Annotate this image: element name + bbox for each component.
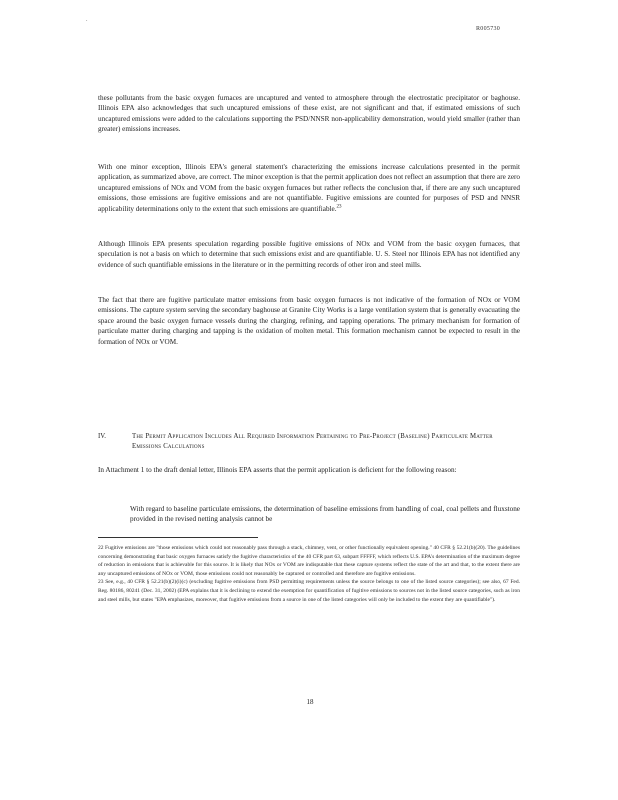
paragraph-1-text: these pollutants from the basic oxygen furnaces are uncaptured and vented to atmosphere through the electrostatic precipitator or baghouse. Illinois EPA also acknowledges that such uncaptured emissions of these exist, are not significant and that, if estimated emissions of such uncaptured emissions were added to the calculations supporting the PSD/NNSR non-applicability demonstration, would yield smaller (rather than greater) emissions increases. [98, 94, 520, 134]
paragraph-3-text: Although Illinois EPA presents speculation regarding possible fugitive emissions of NOx and VOM from the basic oxygen furnaces, that speculation is not a basis on which to determine that such emissions exist and are quantifiable. U. S. Steel nor Illinois EPA has not identified any evidence of such quantifiable emissions in the literature or in the permitting records of other iron and steel mills. [98, 240, 520, 269]
footnote-22: 22 Fugitive emissions are "those emissions which could not reasonably pass through a stack, chimney, vent, or other functionally equivalent opening." 40 CFR § 52.21(b)(20). The guidelines concerning demonstrating that basic oxygen furnaces satisfy the fugitive characteristics of the 40 CFR part 63, subpart FFFFF, which reflects U.S. EPA's determination of the maximum degree of reduction in emissions that is achievable for this source. It is likely that NOx or VOM are indisputable that these capture systems reflect the state of the art and that, to the extent there are any uncaptured emissions of NOx or VOM, those emissions could not reasonably be captured or controlled and therefore are fugitive emissions. [98, 545, 520, 577]
page-number: 18 [306, 698, 314, 706]
paragraph-5-text: In Attachment 1 to the draft denial letter, Illinois EPA asserts that the permit application is deficient for the following reason: [98, 466, 457, 474]
paragraph-4 [98, 295, 520, 347]
footnote-23: 23 See, e.g., 40 CFR § 52.21(b)(2)(i)(c) (excluding fugitive emissions from PSD permitting requirements unless the source belongs to one of the listed source categories); see also, 67 Fed. Reg. 80186, 80241 (Dec. 31, 2002) (EPA explains that it is declining to extend the exemption for quantification of fugitive emissions to sources not in the listed source categories, such as iron and steel mills, but states "EPA emphasizes, moreover, that fugitive emissions from a source in one of the listed categories will only be included to the extent they are quantifiable"). [98, 579, 520, 603]
paragraph-2-text [98, 162, 520, 214]
bates-number: R005730 [476, 26, 501, 32]
footnote-ref-23[interactable]: 23 [336, 204, 342, 210]
footnote-divider [98, 537, 258, 538]
paragraph-5 [98, 465, 520, 475]
footnotes [98, 544, 520, 604]
corner-mark: . [86, 17, 88, 23]
paragraph-4-text: The fact that there are fugitive particulate matter emissions from basic oxygen furnaces is not indicative of the formation of NOx or VOM emissions. The capture system serving the secondary baghouse at Granite City Works is a large ventilation system that is generally evacuating the space around the basic oxygen furnace vessels during the charging, refining, and tapping operations. The primary mechanism for formation of particulate matter during charging and tapping is the oxidation of molten metal. This formation mechanism cannot be expected to result in the formation of NOx or VOM. [98, 296, 520, 346]
section-number: IV. [98, 433, 106, 440]
paragraph-2 [98, 162, 520, 214]
paragraph-2-body: With one minor exception, Illinois EPA's general statement's characterizing the emissions increase calculations presented in the permit application, as summarized above, are correct. The minor exception is that the permit application does not reflect an assumption that there are zero uncaptured emissions of NOx and VOM from the basic oxygen furnaces but rather reflects the conclusion that, if there are any such uncaptured emissions, those emissions are fugitive emissions and are not quantifiable. Fugitive emissions are counted for purposes of PSD and NNSR applicability determinations only to the extent that such emissions are quantifiable. [98, 163, 520, 213]
section-title: The Permit Application Includes All Required Information Pertaining to Pre-Project (Baseline) Particulate Matter Emissions Calculations [132, 433, 493, 451]
block-quote-text: With regard to baseline particulate emissions, the determination of baseline emissions from handling of coal, coal pellets and fluxstone provided in the revised netting analysis cannot be [130, 505, 520, 524]
paragraph-1 [98, 93, 520, 135]
paragraph-3 [98, 239, 520, 270]
block-quote [130, 504, 520, 525]
section-heading [98, 432, 520, 453]
